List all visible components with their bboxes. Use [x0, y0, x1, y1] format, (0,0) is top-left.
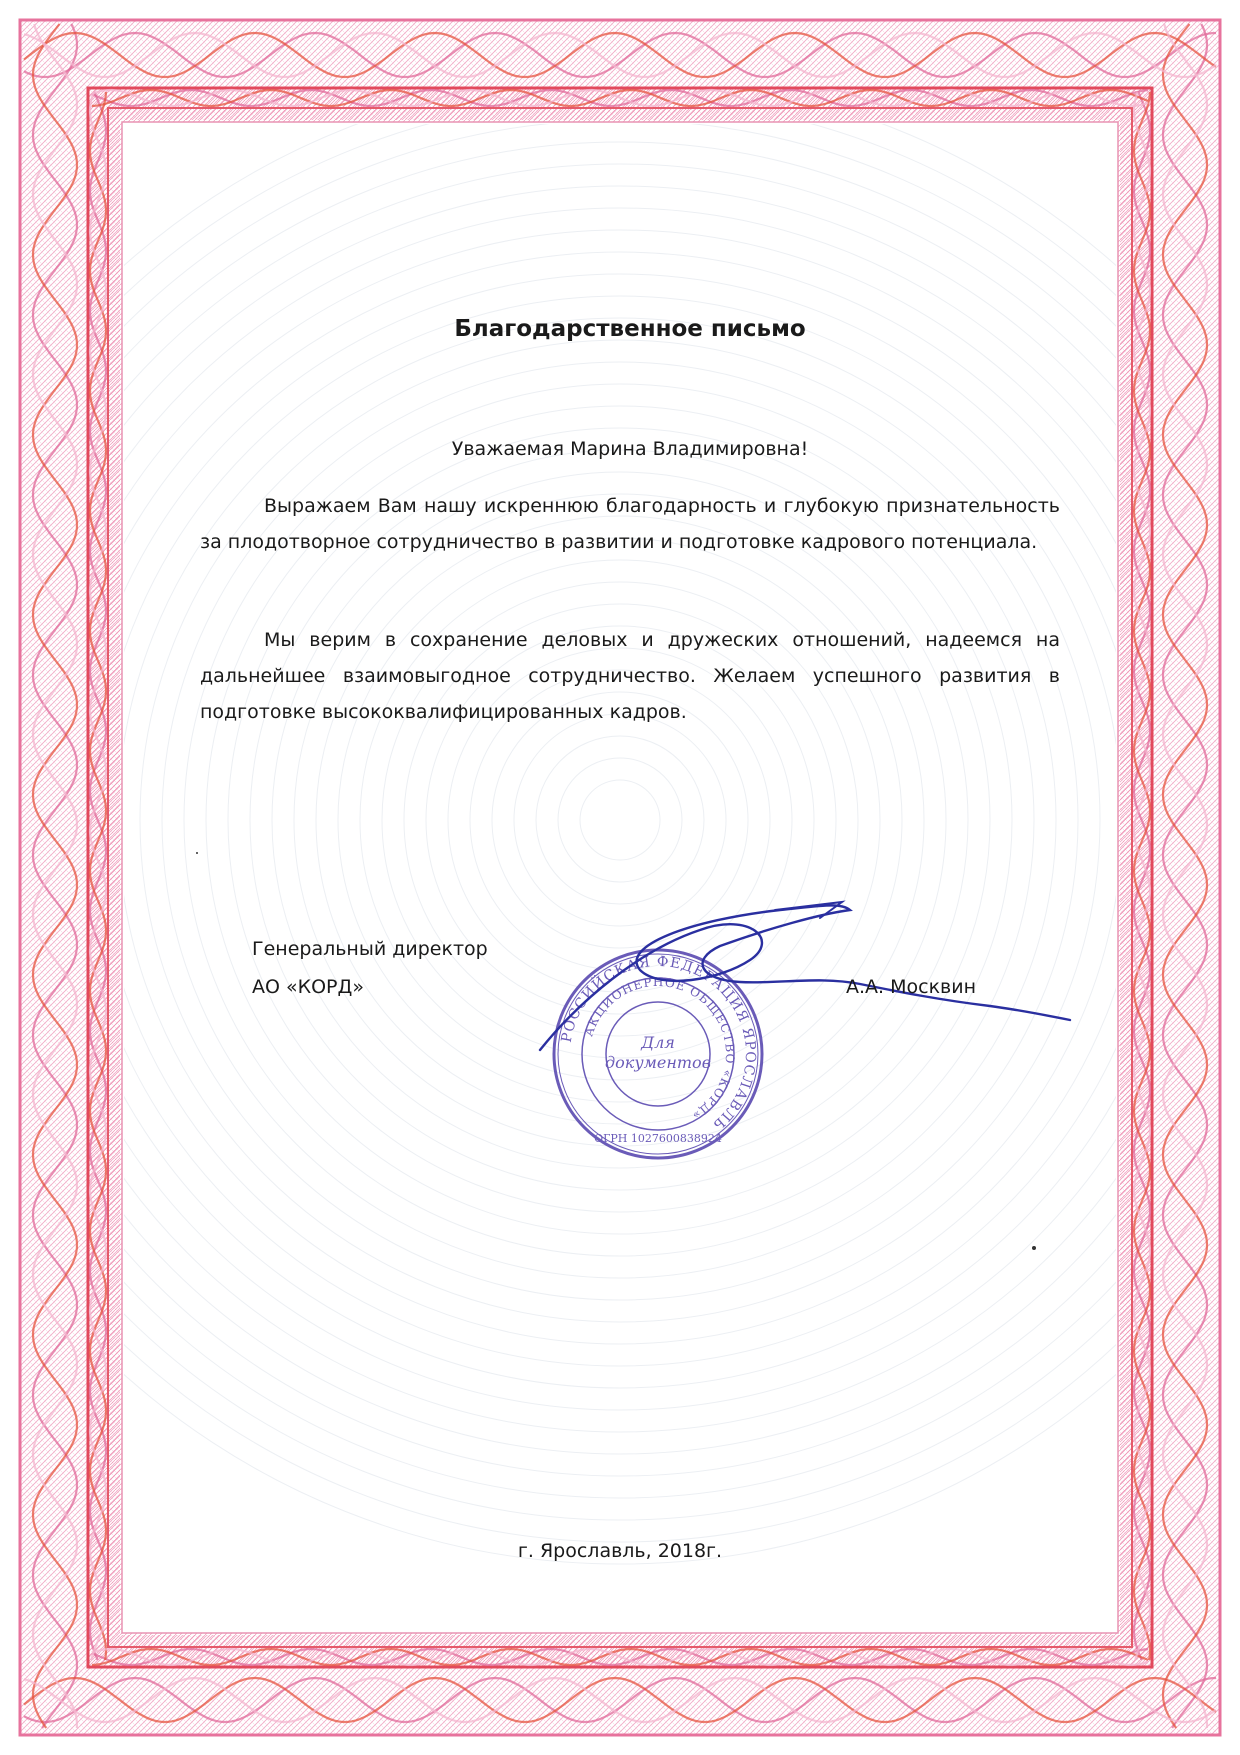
stamp-ogrn: ОГРН 1027600838924 — [594, 1132, 722, 1145]
stamp-center-line2: документов — [605, 1053, 711, 1072]
watermark-ring — [580, 780, 660, 860]
letter-title: Благодарственное письмо — [454, 316, 806, 342]
scan-speck — [196, 852, 198, 854]
stamp-inner-text: АКЦИОНЕРНОЕ ОБЩЕСТВО «КОРД» — [581, 974, 738, 1124]
scan-speck — [1032, 1246, 1036, 1250]
watermark-ring — [558, 758, 682, 882]
paragraph-1: Выражаем Вам нашу искреннюю благодарность и глубокую признательность за плодотворное сотрудничество в развитии и подготовке кадрового потенциала. — [200, 495, 1060, 553]
signatory-position: Генеральный директор — [252, 938, 488, 960]
watermark-ring — [0, 164, 1240, 1476]
watermark-ring — [0, 98, 1240, 1542]
watermark-ring — [8, 208, 1232, 1432]
watermark-ring — [0, 186, 1240, 1454]
watermark-ring — [536, 736, 704, 904]
stamp-center-line1: Для — [641, 1033, 675, 1052]
handwritten-signature — [520, 880, 1080, 1060]
place-and-date: г. Ярославль, 2018г. — [517, 1540, 723, 1562]
stamp-outer-text: РОССИЙСКАЯ ФЕДЕРАЦИЯ ЯРОСЛАВЛЬ — [558, 953, 759, 1133]
watermark-ring — [52, 252, 1188, 1388]
signatory-name: А.А. Москвин — [846, 976, 977, 998]
paragraph-2: Мы верим в сохранение деловых и дружеских отношений, надеемся на дальнейшее взаимовыгодное сотрудничество. Желаем успешного развития в подготовке высококвалифицированных кадров. — [200, 629, 1060, 723]
signatory-company: АО «КОРД» — [252, 976, 364, 998]
watermark-ring — [30, 230, 1210, 1410]
watermark-ring — [0, 142, 1240, 1498]
watermark-ring — [118, 318, 1122, 1322]
salutation: Уважаемая Марина Владимировна! — [451, 438, 809, 460]
